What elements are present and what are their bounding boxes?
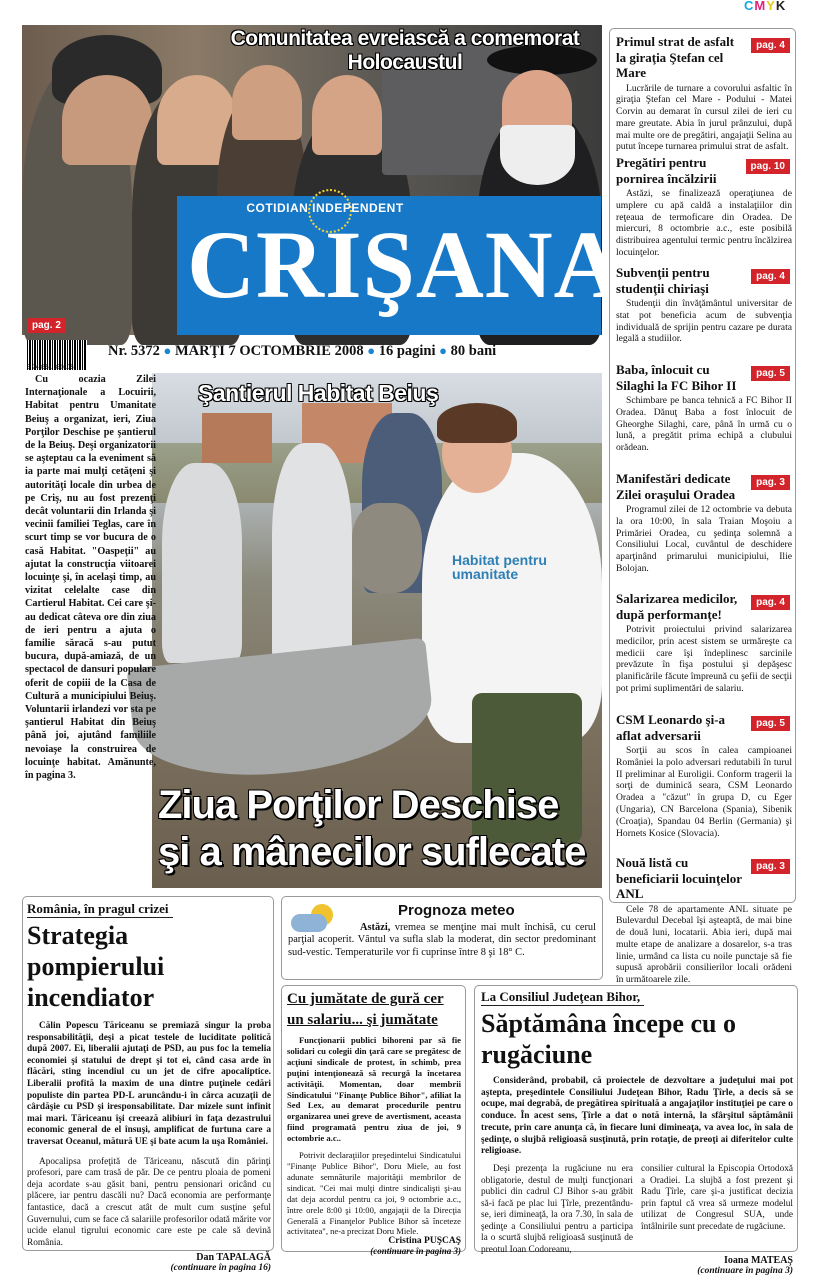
issue-pages: 16 pagini xyxy=(378,343,436,359)
weather-text: Astăzi, vremea se menţine mai mult închisă, cu cerul parţial acoperit. Vântul va sufla slab la moderat, din sector predominant sud-vestic. Temperaturile vor fi cuprinse între 8 şi 18° C. xyxy=(288,922,596,958)
council-continue-link[interactable]: (continuare în pagina 3) xyxy=(697,1265,793,1276)
salary-body: Potrivit declaraţiilor preşedintelui Sindicatului "Finanţe Publice Bihor", Doru Miele, au fost adunate semnăturile majorităţii membrilor de sindicat. "Cei mai mulţi dintre sindicalişti şi-au dat deja acordul pentru ca joi, 9 octombrie a.c., între orele 8:00 şi 10:00, angajaţii de la Direcţia Generală a Finanţelor Publice Bihor să înceteze activitatea", ne-a precizat Doru Miele. xyxy=(287,1150,461,1237)
crisis-title: Strategia pompierului incendiator xyxy=(27,921,165,1012)
sidebar-item-title: Baba, înlocuit cu Silaghi la FC Bihor II xyxy=(616,362,737,393)
lead-headline-line-2: şi a mânecilor suflecate xyxy=(158,830,586,874)
sidebar-item-fc-bihor[interactable] xyxy=(616,362,792,454)
sidebar-item-title: Primul strat de asfalt la giraţia Ştefan cel Mare xyxy=(616,34,735,80)
sidebar-item-students[interactable] xyxy=(616,265,792,345)
cmyk-marker: CMYK xyxy=(744,0,787,13)
sidebar-item-text: Astăzi, se finalizează operaţiunea de umplere cu apă caldă a instalaţiilor din reţeaua de termoficare din Oradea. De miercuri, 8 octombrie a.c., este posibilă distribuirea agentului termic pentru încălzirea locuinţelor. xyxy=(616,188,792,258)
issue-line: Nr. 5372 ● MARŢI 7 OCTOMBRIE 2008 ● 16 pagini ● 80 bani xyxy=(108,343,497,359)
page-tag: pag. 4 xyxy=(751,269,790,284)
sidebar-item-title: Nouă listă cu beneficiarii locuinţelor ANL xyxy=(616,855,742,901)
council-kicker: La Consiliul Judeţean Bihor, xyxy=(481,989,644,1006)
council-lead: Considerând, probabil, că proiectele de dezvoltare a judeţului mai pot aştepta, preşedintele Consiliului Judeţean Bihor, Radu Ţîrle, a decis să se ocupe, mai degrabă, de pregătirea spirituală a angajaţilor instituţiei pe care o conduce. În acest sens, Ţîrle a dat o notă internă, la sfârşitul săptămânii trecute, prin care anunţa că, în fiecare luni dimineaţa, va avea loc, în sala de şedinţe, o slujbă religioasă susţinută, prin rotaţie, de preoţi ai diferitelor culte religioase. xyxy=(481,1076,793,1157)
sidebar-item-title: Pregătiri pentru pornirea încălzirii xyxy=(616,155,717,186)
sidebar-item-text: Programul zilei de 12 octombrie va debuta la ora 10:00, în sala Traian Moşoiu a Primăriei Oradea, cu şedinţa solemnă a Consiliului Local, cuvântul de deschidere aparţinând primarului municipiului, Ilie Bolojan. xyxy=(616,504,792,574)
sidebar-item-text: Cele 78 de apartamente ANL situate pe Bulevardul Decebal îşi aşteaptă, de mai bine de două luni, locatarii. Abia ieri, după mai multe etape de analizare a dosarelor, s-a tras linie, urmând ca lista cu noile punctaje să fie supusă aprobării consilierilor locali orădeni în următoarele zile. xyxy=(616,903,792,986)
sidebar-item-title: Manifestări dedicate Zilei oraşului Oradea xyxy=(616,471,736,502)
page-tag: pag. 10 xyxy=(746,159,790,174)
sidebar-item-asphalt[interactable] xyxy=(616,34,792,153)
sidebar-item-doctors[interactable] xyxy=(616,591,792,695)
salary-continue-link[interactable]: (continuare în pagina 3) xyxy=(370,1246,461,1257)
council-title: Săptămâna începe cu o rugăciune xyxy=(481,1009,736,1069)
tshirt-print: Habitat pentru umanitate xyxy=(452,552,547,582)
council-body-col2: consilier cultural la Episcopia Ortodoxă a Oradiei. La slujbă a fost prezent şi Radu Ţîrle, care şi-a justificat decizia prin faptul că vrea să urmeze modelul utilizat de Congresul SUA, unde întâlnirile sunt precedate de rugăciune. xyxy=(641,1163,793,1232)
barcode-number: 5 948651 350105 xyxy=(27,365,74,371)
crisis-lead: Călin Popescu Tăriceanu se premiază singur la proba responsabilităţii, deşi a picat testele de luciditate politică după 2007. Ei, liberalii ajutaţi de PSD, au pus foc la temelia economiei şi statului de drept şi tot ei, când casa arde în flăcări, sting incendiul cu un jet de cifre apocaliptice. Liberalii profită la maxim de una dintre puţinele cedări populiste din partea PD-L aruncându-i în cârca acuzaţii de cârdăşie cu PSD şi iresponsabilitate. Dar mizele sunt infinit mai mari. Tăriceanu îşi creează alibiuri în faţa dezastrului economic general de el însuşi, amplificat de furtuna care a traversat Oceanul, mătură UE şi bate acum la uşa României. xyxy=(27,1021,271,1147)
crisis-continue-link[interactable]: (continuare în pagina 16) xyxy=(170,1263,271,1274)
sidebar-item-text: Lucrările de turnare a covorului asfaltic în giraţia Ştefan cel Mare - Podului - Matei Corvin au demarat în cursul zilei de ieri cu mare greutate. Abia în jurul prânzului, după mai multe ore de pregătiri, angajaţii Selina au putut începe turnarea primului strat de asfalt. xyxy=(616,82,792,153)
page-tag: pag. 5 xyxy=(751,716,790,731)
issue-date: MARŢI 7 OCTOMBRIE 2008 xyxy=(174,343,364,359)
issue-price: 80 bani xyxy=(450,343,497,359)
page-tag: pag. 3 xyxy=(751,475,790,490)
lead-headline xyxy=(158,782,585,876)
masthead-tagline: COTIDIAN INDEPENDENT xyxy=(246,201,404,215)
council-body-col1: Deşi prezenţa la rugăciune nu era obligatorie, destul de mulţi funcţionari publici din cadrul CJ Bihor s-au grăbit să-i facă pe plac lui Ţîrle, prezentându-se, ieri dimineaţă, la ora 7.30, în sala de şedinţe a Consiliului pentru a participa la o scurtă slujbă religioasă susţinută de preotul Ioan Codoreanu, xyxy=(481,1163,633,1256)
crisis-body: Apocalipsa profeţită de Tăriceanu, născută din părinţi profesori, pare cam trasă de păr. De ce pentru ploaia de pomeni deja acordate s-au găsit bani, pentru pensionari oricând cu plăcere, iar pentru dascăli nu? Dacă economia are performanţe fantastice, dacă a crescut atât de mult cum susţine şeful Guvernului, cum se face că salariile profesorilor odată mărite vor ucide elanul tigrului economic care este pe cale să devină România. xyxy=(27,1156,271,1248)
masthead-logo: CRIŞANA xyxy=(187,211,623,318)
page-tag: pag. 4 xyxy=(751,595,790,610)
sidebar-item-oradea-day[interactable] xyxy=(616,471,792,575)
page-tag: pag. 5 xyxy=(751,366,790,381)
sidebar-item-text: Potrivit proiectului privind salarizarea medicilor, prin acest sistem se urmăreşte ca medicii care îşi îndeplinesc sarcinile prevăzute în fişa postului şi depăşesc planificările făcute împreună cu şefii de secţii pot primi suplimentări de salariu. xyxy=(616,624,792,694)
lead-body: Cu ocazia Zilei Internaţionale a Locuirii, Habitat pentru Umanitate Beiuş a organizat, ieri, Ziua Porţilor Deschise pe şantierul de la Beiuş. Deşi organizatorii se aşteptau ca la eveniment să ia parte mai mulţi cetăţeni şi autorităţi locale din urbea de pe Criş, nu au fost prezenţi decât voluntarii din Irlanda şi vecinii familiei Teglas, care în scurt timp se vor bucura de o casă Habitat. "Oaspeţii" au ajutat la construcţia viitoarei locuinţe şi, în acelaşi timp, au vizitat celelalte case din Cartierul Habitat. Cei care şi-au dedicat câteva ore din ziua de ieri pentru a ajuta o familie săracă s-au putut bucura, după-amiază, de un spectacol de dansuri populare oferit de copiii de la Casa de Cultură a municipiului Beiuş. Voluntarii irlandezi vor sta pe şantierul Habitat din Beiuş până joi, ajutând familiile nevoiaşe la construirea de locuinţe habitat. Amănunte, în pagina 3. xyxy=(25,374,156,782)
crisis-author: Dan TAPALAGĂ xyxy=(196,1252,271,1264)
lead-headline-line-1: Ziua Porţilor Deschise xyxy=(158,783,559,827)
sidebar-item-anl[interactable] xyxy=(616,855,792,986)
issue-number: Nr. 5372 xyxy=(108,343,160,359)
sidebar-item-csm-leonardo[interactable] xyxy=(616,712,792,839)
sidebar-item-title: Subvenţii pentru studenţii chiriaşi xyxy=(616,265,710,296)
sidebar-item-text: Schimbare pe banca tehnică a FC Bihor II Oradea. Dănuţ Baba a fost înlocuit de Gheorghe Silaghi, care, până în urmă cu o lună, a pregătit prima echipă a clubului orădean. xyxy=(616,395,792,454)
page-tag: pag. 3 xyxy=(751,859,790,874)
salary-author: Cristina PUŞCAŞ xyxy=(388,1236,461,1247)
sidebar-item-title: CSM Leonardo şi-a aflat adversarii xyxy=(616,712,726,743)
top-page-tag: pag. 2 xyxy=(27,318,66,333)
crisis-kicker: România, în pragul crizei xyxy=(27,901,173,918)
sidebar-item-heating[interactable] xyxy=(616,155,792,259)
weather-title: Prognoza meteo xyxy=(398,902,515,919)
sidebar-item-text: Sorţii au scos în calea campioanei României la polo adversari redutabili în turul II preliminar al Euroligii. Conform tragerii la sorţi de duminică seara, CSM Leonardo Oradea a "căzut" în grupa D, cu Eger (Ungaria), CN Barcelona (Spania), Sibenik (Croaţia), Spandau 04 Berlin (Germania) şi Hornets Kosice (Slovacia). xyxy=(616,745,792,839)
top-photo-caption: Comunitatea evreiască a comemorat Holocaustul xyxy=(230,27,580,74)
sidebar-item-text: Studenţii din învăţământul universitar de stat pot beneficia acum de subvenţia individuală de sprijin pentru cazare pe durata legală a studiilor. xyxy=(616,298,792,345)
lead-kicker: Şantierul Habitat Beiuş xyxy=(198,380,439,406)
page-tag: pag. 4 xyxy=(751,38,790,53)
council-author: Ioana MATEAŞ xyxy=(724,1254,793,1266)
sidebar-item-title: Salarizarea medicilor, după performanţe! xyxy=(616,591,738,622)
salary-lead: Funcţionarii publici bihoreni par să fie solidari cu colegii din ţară care se pregătesc de acţiuni sindicale de protest, în schimb, prea puţini intenţionează să recurgă la încetarea activităţii. Momentan, doar membrii Sindicatului "Finanţe Publice Bihor", afiliat la Sed Lex, au demarat procedurile pentru organizarea unei greve de avertisment, aceasta fiind programată pentru ziua de joi, 9 octombrie a.c.. xyxy=(287,1035,461,1144)
salary-title: Cu jumătate de gură cer un salariu... şi jumătate xyxy=(287,991,444,1028)
